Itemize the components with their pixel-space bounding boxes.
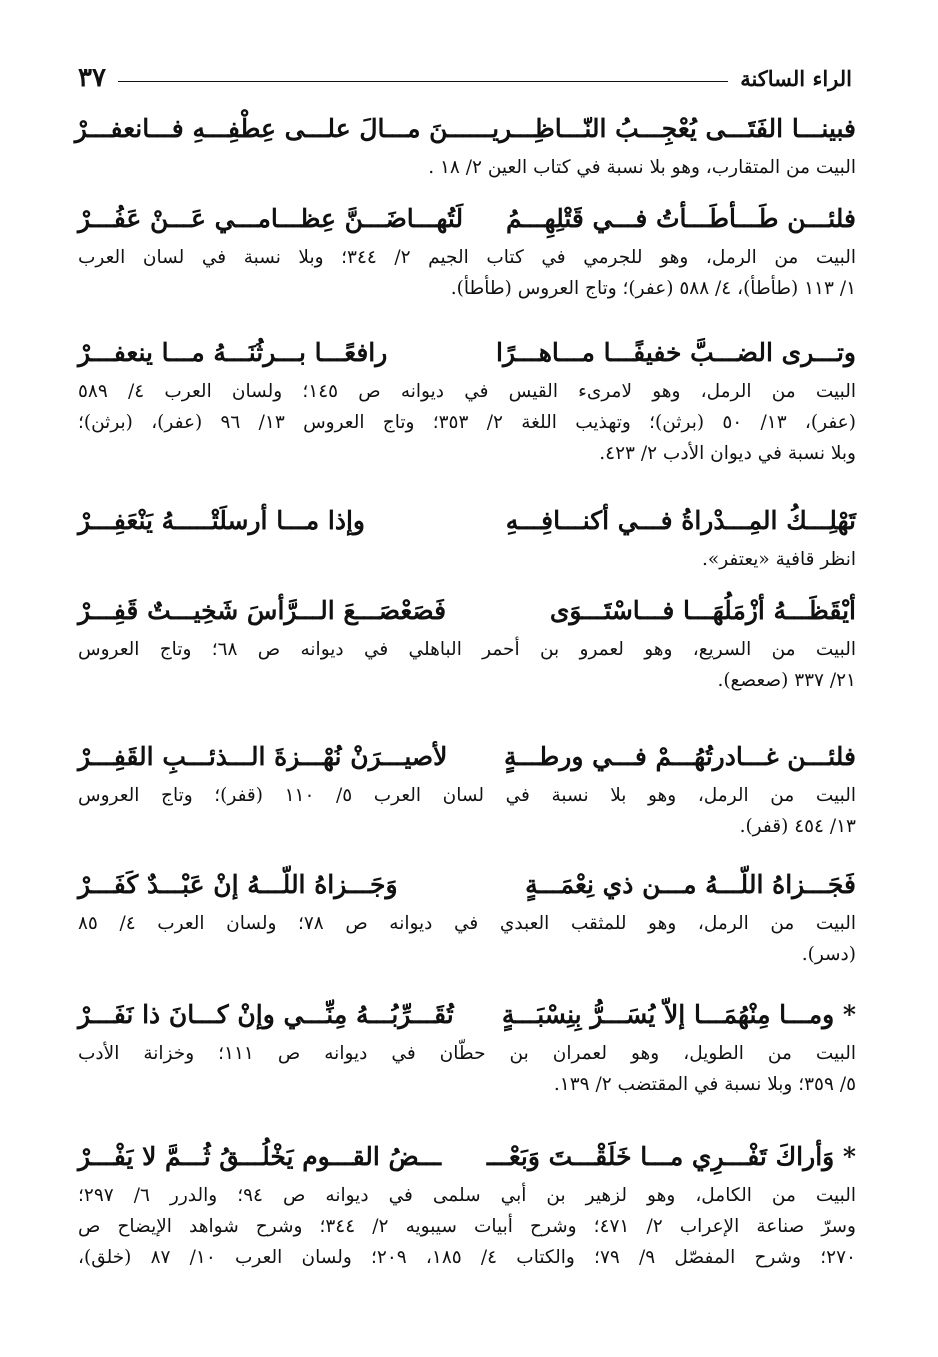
verse-first-hemistich: * ومـــا مِنْهُمَـــا إلاّ يُسَـــرُّ بِنِسْبَـــةٍ: [501, 1000, 856, 1029]
verse-entry: [78, 196, 856, 304]
note-line: البيت من السريع، وهو لعمرو بن أحمر الباهلي في ديوانه ص ٦٨؛ وتاج العروس: [78, 639, 856, 660]
verse-line: [78, 588, 856, 634]
verse-line: [74, 106, 856, 152]
verse-second-hemistich: لَتُهـــاضَـــنَّ عِظـــامـــي عَـــنْ عَفُـــرْ: [78, 204, 464, 233]
verse-note: [78, 242, 856, 304]
note-line: (عفر)، ١٣/ ٥٠ (برثن)؛ وتهذيب اللغة ٢/ ٣٥٣؛ وتاج العروس ١٣/ ٩٦ (عفر)، (برثن)؛: [78, 412, 856, 433]
verse-note: [78, 1180, 856, 1273]
verse-note: [78, 152, 856, 183]
note-line: وبلا نسبة في ديوان الأدب ٢/ ٤٢٣.: [599, 443, 856, 464]
verse-note: [78, 1038, 856, 1100]
verse-first-hemistich: فَجَـــزاهُ اللّـــهُ مـــن ذي نِعْمَـــةٍ: [525, 870, 856, 899]
note-line: (دسر).: [801, 944, 856, 965]
note-line: البيت من الكامل، وهو لزهير بن أبي سلمى في ديوانه ص ٩٤؛ والدرر ٦/ ٢٩٧؛: [78, 1185, 856, 1206]
verse-line: [78, 862, 856, 908]
verse-note: [78, 634, 856, 696]
verse-line: [78, 734, 856, 780]
note-line: ١/ ١١٣ (طأطأ)، ٤/ ٥٨٨ (عفر)؛ وتاج العروس (طأطأ).: [450, 278, 856, 299]
verse-entry: [74, 106, 856, 183]
verse-first-hemistich: أيْقَظَـــهُ أزْمَلُهَـــا فـــاسْتَـــوَى: [549, 596, 856, 625]
verse-second-hemistich: وإذا مـــا أرسلَتْـــــهُ يَنْعَفِـــرْ: [78, 506, 365, 535]
page-number: ٣٧: [78, 63, 106, 93]
header-rule: [118, 81, 728, 82]
verse-entry: [78, 992, 856, 1100]
note-line: انظر قافية «يعتفر».: [702, 549, 856, 570]
verse-entry: [78, 1134, 856, 1273]
note-line: ١٣/ ٤٥٤ (قفر).: [739, 816, 856, 837]
note-line: ٢١/ ٣٣٧ (صعصع).: [717, 670, 856, 691]
verse-entry: [78, 498, 856, 575]
note-line: البيت من الرمل، وهو للجرمي في كتاب الجيم ٢/ ٣٤٤؛ وبلا نسبة في لسان العرب: [78, 247, 856, 268]
verse-second-hemistich: لأصيـــرَنْ نُهْـــزةَ الـــذئـــبِ القَفِـــرْ: [78, 742, 448, 771]
verse-second-hemistich: رافعًـــا بـــرثُنَـــهُ مـــا ينعفـــرْ: [78, 338, 388, 367]
note-line: وسرّ صناعة الإعراب ٢/ ٤٧١؛ وشرح أبيات سيبويه ٢/ ٣٤٤؛ وشرح شواهد الإيضاح ص: [78, 1216, 856, 1237]
note-line: البيت من المتقارب، وهو بلا نسبة في كتاب العين ٢/ ١٨ .: [428, 157, 856, 178]
verse-entry: [78, 588, 856, 696]
verse-entry: [78, 330, 856, 469]
note-line: ٢٧٠؛ وشرح المفصّل ٩/ ٧٩؛ والكتاب ٤/ ١٨٥، ٢٠٩؛ ولسان العرب ١٠/ ٨٧ (خلق)،: [78, 1247, 856, 1268]
verse-entry: [78, 862, 856, 970]
verse-line: [78, 992, 856, 1038]
verse-second-hemistich: ـــنَ مـــالَ علـــى عِطْفِـــهِ فـــانعفـــرْ: [74, 114, 471, 143]
verse-note: [78, 544, 856, 575]
note-line: البيت من الرمل، وهو بلا نسبة في لسان العرب ٥/ ١١٠ (قفر)؛ وتاج العروس: [78, 785, 856, 806]
verse-second-hemistich: ـــضُ القـــوم يَخْلُـــقُ ثُـــمَّ لا يَفْـــرْ: [78, 1142, 442, 1171]
section-title: الراء الساكنة: [740, 65, 852, 91]
page-header: [78, 58, 852, 98]
verse-line: [78, 498, 856, 544]
verse-second-hemistich: تُقَـــرِّبُـــهُ مِنِّـــي وإنْ كـــانَ ذا نَفَـــرْ: [78, 1000, 454, 1029]
note-line: البيت من الطويل، وهو لعمران بن حطّان في ديوانه ص ١١١؛ وخزانة الأدب: [78, 1043, 856, 1064]
verse-first-hemistich: فلئـــن غـــادرتُهُـــمْ فـــي ورطـــةٍ: [503, 742, 856, 771]
verse-note: [78, 908, 856, 970]
verse-first-hemistich: وتـــرى الضـــبَّ خفيفًـــا مـــاهـــرًا: [496, 338, 856, 367]
verse-note: [78, 376, 856, 469]
verse-line: [78, 330, 856, 376]
verse-first-hemistich: تَهْلِـــكُ المِـــدْراةُ فـــي أكنـــافِـــهِ: [505, 506, 856, 535]
verse-second-hemistich: فَصَعْصَـــعَ الـــرَّأسَ شَخِيـــتٌ قَفِـــرْ: [78, 596, 447, 625]
verse-first-hemistich: فبينـــا الفَتَـــى يُعْجِـــبُ النّـــاظِـــريـــ: [470, 114, 856, 143]
verse-note: [78, 780, 856, 842]
note-line: البيت من الرمل، وهو للمثقب العبدي في ديوانه ص ٧٨؛ ولسان العرب ٤/ ٨٥: [78, 913, 856, 934]
verse-first-hemistich: فلئـــن طَـــأطَـــأتُ فـــي قَتْلِهِـــمُ: [505, 204, 856, 233]
verse-second-hemistich: وَجَـــزاهُ اللّـــهُ إنْ عَبْـــدٌ كَفَـــرْ: [78, 870, 398, 899]
verse-entry: [78, 734, 856, 842]
verse-line: [78, 196, 856, 242]
note-line: البيت من الرمل، وهو لامرىء القيس في ديوانه ص ١٤٥؛ ولسان العرب ٤/ ٥٨٩: [78, 381, 856, 402]
verse-first-hemistich: * وَأراكَ تَفْـــرِي مـــا خَلَقْـــتَ وَبَعْـــ: [486, 1142, 856, 1171]
note-line: ٥/ ٣٥٩؛ وبلا نسبة في المقتضب ٢/ ١٣٩.: [553, 1074, 856, 1095]
verse-line: [78, 1134, 856, 1180]
